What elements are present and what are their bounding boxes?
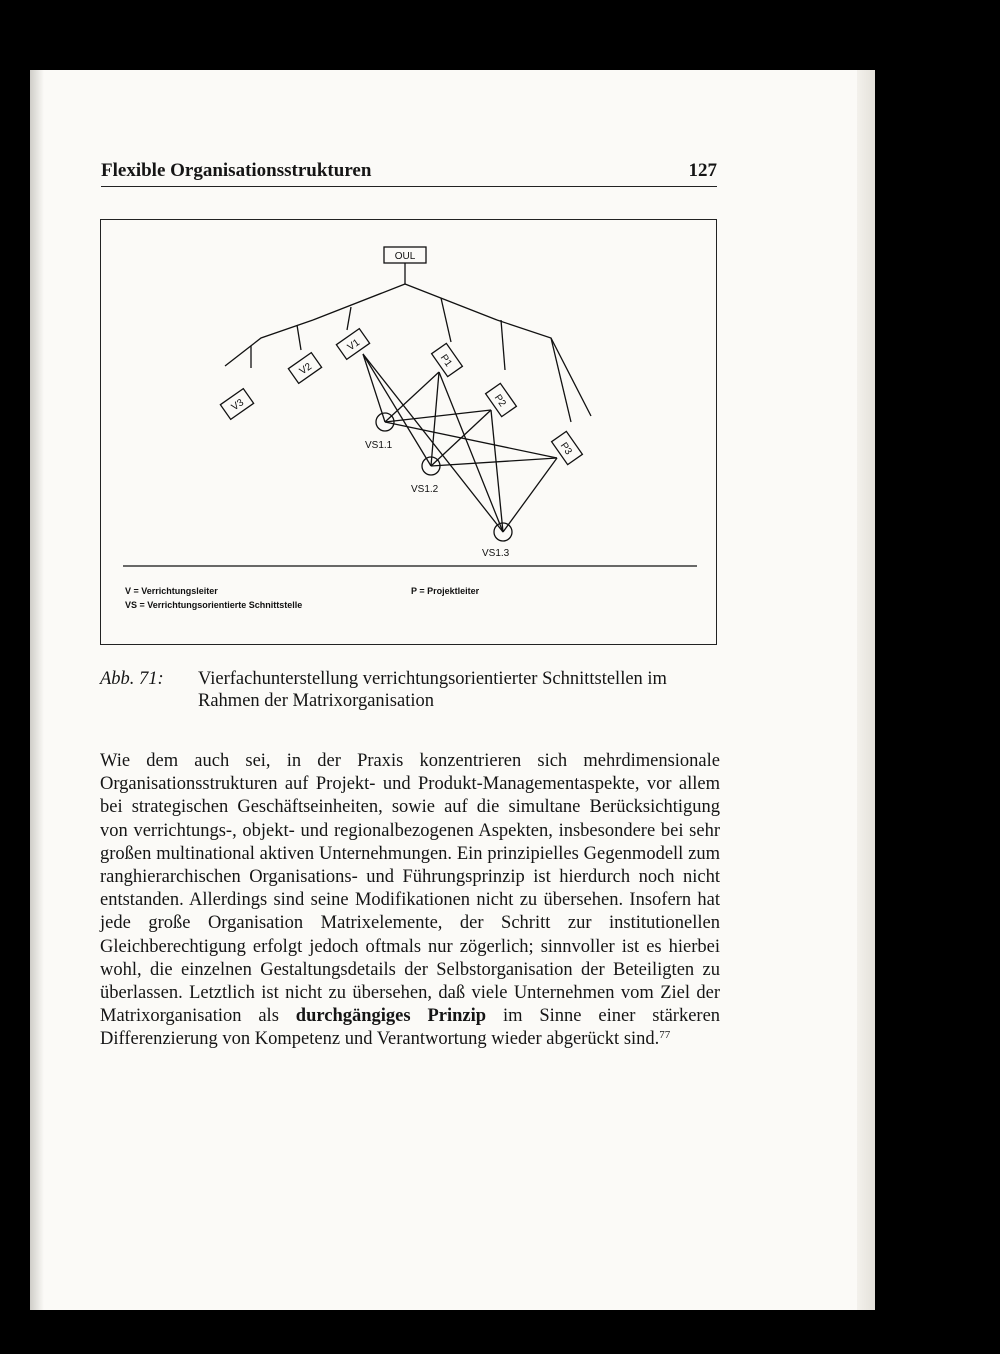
running-header bbox=[101, 160, 717, 182]
node-vs11-label: VS1.1 bbox=[365, 440, 393, 451]
page-edge bbox=[857, 70, 875, 1310]
node-p2-label: P2 bbox=[491, 392, 508, 410]
node-vs12-label: VS1.2 bbox=[411, 484, 439, 495]
header-title: Flexible Organisationsstrukturen bbox=[101, 160, 372, 181]
node-vs13-label: VS1.3 bbox=[482, 548, 510, 559]
body-paragraph bbox=[100, 750, 720, 1052]
footnote-marker: 77 bbox=[659, 1029, 671, 1042]
node-v1-label: V1 bbox=[345, 337, 363, 354]
body-text-part2: im Sinne einer stärkeren Differenzierung von Kompetenz und Verantwortung wieder abgerückt sind. bbox=[100, 1006, 721, 1050]
node-oul-label: OUL bbox=[394, 251, 416, 262]
figure-caption bbox=[100, 668, 717, 712]
figure-matrix-diagram bbox=[100, 219, 717, 645]
node-v3-label: V3 bbox=[229, 397, 247, 414]
node-p1-label: P1 bbox=[437, 352, 454, 370]
caption-label: Abb. 71: bbox=[100, 669, 164, 689]
matrix-diagram-svg bbox=[101, 220, 718, 646]
legend-vs: VS = Verrichtungsorientierte Schnittstelle bbox=[125, 600, 303, 610]
node-p3-label: P3 bbox=[557, 440, 574, 458]
legend-v: V = Verrichtungsleiter bbox=[125, 586, 218, 596]
body-text-part1: Wie dem auch sei, in der Praxis konzentrieren sich mehrdimensionale Organisationsstrukturen auf Projekt- und Produkt-Managementaspekte, vor allem bei strategischen Geschäftseinheiten, sowie auf die simultane Berücksichtigung von verrichtungs-, objekt- und regionalbezogenen Aspekten, insbesondere bei sehr großen multinational aktiven Unternehmungen. Ein prinzipielles Gegenmodell zum ranghierarchischen Organisations- und Führungsprinzip ist hierdurch noch nicht entstanden. Allerdings sind seine Modifikationen nicht zu übersehen. Insofern hat jede große Organisation Matrixelemente, der Schritt zur institutionellen Gleichberechtigung erfolgt jedoch oftmals nur zögerlich; sinnvoller ist es hierbei wohl, die einzelnen Gestaltungsdetails der Selbstorganisation der Beteiligten zu überlassen. Letztlich ist nicht zu übersehen, daß viele Unternehmen vom Ziel der Matrixorganisation als bbox=[100, 751, 720, 1027]
body-emphasis: durchgängiges Prinzip bbox=[295, 1006, 487, 1027]
caption-text: Vierfachunterstellung verrichtungsorientierter Schnittstellen im Rahmen der Matrixorganisation bbox=[198, 669, 667, 711]
legend-p: P = Projektleiter bbox=[411, 586, 480, 596]
header-rule bbox=[101, 186, 717, 187]
page-gutter-shadow bbox=[30, 70, 44, 1310]
node-v2-label: V2 bbox=[297, 361, 315, 378]
page-number: 127 bbox=[688, 160, 717, 181]
